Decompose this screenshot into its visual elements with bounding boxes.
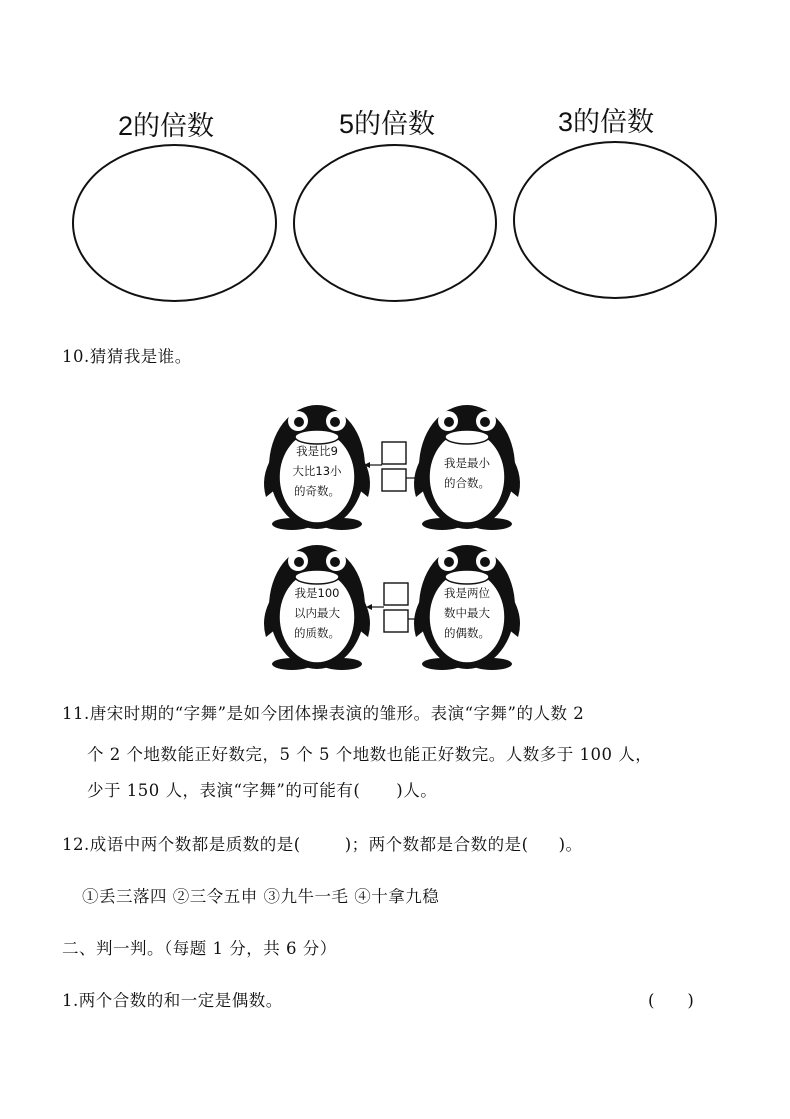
question-11-text-a: 少于 150 人，表演“字舞”的可能有( (87, 781, 361, 800)
penguin-1-line-3: 的奇数。 (294, 484, 340, 498)
penguin-3-line-3: 的质数。 (294, 626, 340, 640)
penguin-1-line-2: 大比13小 (292, 464, 342, 478)
oval-label-5: 5的倍数 (339, 109, 436, 139)
penguin-1-line-1: 我是比9 (296, 444, 338, 458)
question-11-line-1: 11.唐宋时期的“字舞”是如今团体操表演的雏形。表演“字舞”的人数 2 (62, 704, 585, 723)
oval-multiples-of-3[interactable] (513, 141, 717, 299)
penguin-bottom-left (264, 545, 370, 670)
penguin-3-line-1: 我是100 (294, 586, 340, 600)
judge-item-1-answer[interactable]: ( ) (648, 991, 694, 1010)
question-11-line-3 (87, 777, 437, 801)
bottom-answer-boxes (366, 583, 422, 632)
question-12-options: ①丢三落四 ②三令五申 ③九牛一毛 ④十拿九稳 (82, 887, 440, 906)
oval-label-3: 3的倍数 (558, 107, 655, 137)
penguin-top-left (264, 405, 370, 530)
answer-box-top-2[interactable] (382, 469, 406, 491)
question-11-line-2: 个 2 个地数能正好数完，5 个 5 个地数也能正好数完。人数多于 100 人， (87, 745, 653, 764)
oval-multiples-of-2[interactable] (72, 144, 277, 302)
question-12-text-b: )；两个数都是合数的是( (344, 835, 529, 854)
top-answer-boxes (364, 442, 422, 491)
oval-label-2: 2的倍数 (118, 111, 215, 141)
penguin-top-right (414, 405, 520, 530)
question-10-title: 10.猜猜我是谁。 (62, 347, 192, 366)
question-12-text-a: 12.成语中两个数都是质数的是( (62, 835, 301, 854)
answer-box-bottom-1[interactable] (384, 583, 408, 605)
oval-multiples-of-5[interactable] (293, 144, 497, 302)
penguin-4-line-1: 我是两位 (444, 586, 490, 600)
judge-item-1: 1.两个合数的和一定是偶数。 (62, 991, 283, 1010)
penguin-4-line-3: 的偶数。 (444, 626, 490, 640)
answer-box-bottom-2[interactable] (384, 610, 408, 632)
penguin-2-line-1: 我是最小 (444, 456, 490, 470)
penguin-3-line-2: 以内最大 (294, 606, 340, 620)
penguin-figure (260, 395, 530, 670)
answer-box-top-1[interactable] (382, 442, 406, 464)
question-12 (62, 831, 583, 855)
question-11-text-b: )人。 (396, 781, 438, 800)
penguin-2-line-2: 的合数。 (444, 476, 490, 490)
penguin-4-line-2: 数中最大 (444, 606, 490, 620)
section-2-heading: 二、判一判。（每题 1 分，共 6 分） (62, 939, 337, 958)
question-12-text-c: )。 (558, 835, 583, 854)
penguin-bottom-right (414, 545, 520, 670)
multiples-ovals (0, 0, 790, 320)
